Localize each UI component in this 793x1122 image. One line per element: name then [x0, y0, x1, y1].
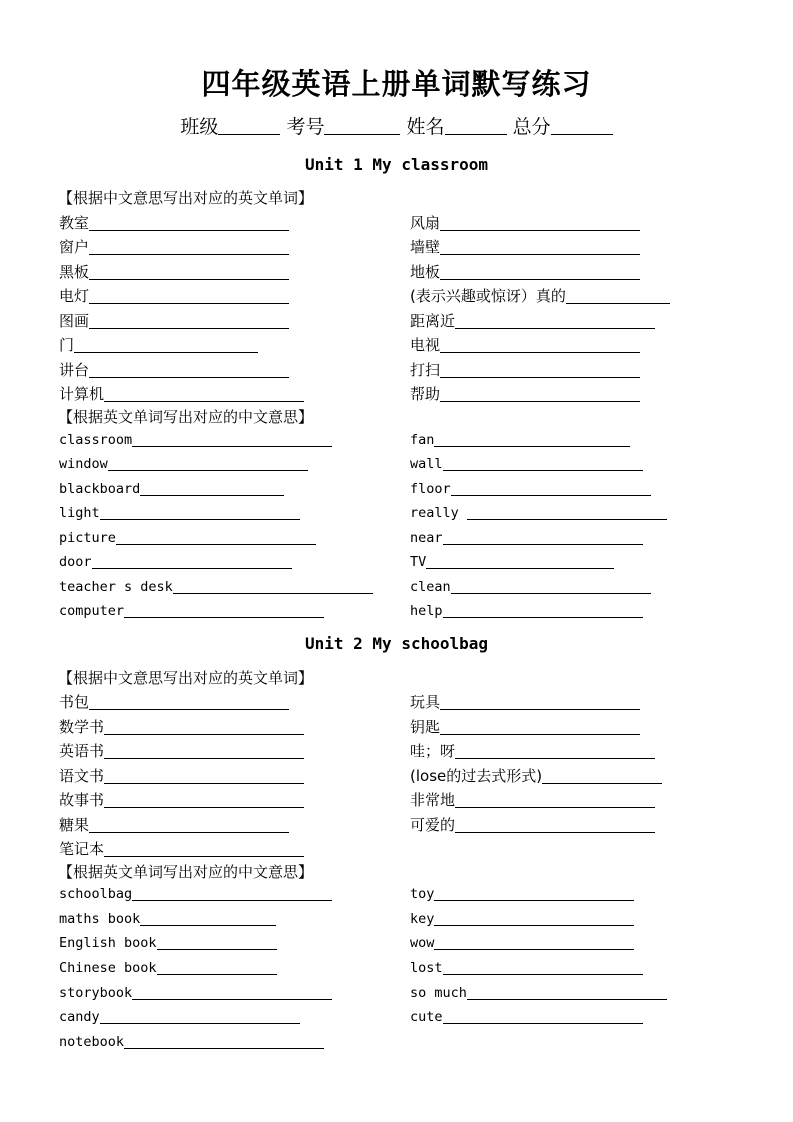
vocab-item: [410, 285, 670, 306]
vocab-prompt: wow: [410, 935, 435, 951]
answer-blank[interactable]: [434, 886, 634, 901]
answer-blank[interactable]: [132, 985, 332, 1000]
answer-blank[interactable]: [124, 1034, 324, 1049]
answer-blank[interactable]: [157, 960, 277, 975]
vocab-item: [59, 456, 308, 472]
vocab-item: [59, 383, 304, 404]
vocab-item: [410, 456, 643, 472]
vocab-prompt: door: [59, 554, 92, 570]
unit-1-title: Unit 1 My classroom: [304, 155, 489, 174]
answer-blank[interactable]: [440, 720, 640, 735]
vocab-item: [410, 814, 655, 835]
vocab-prompt: Chinese book: [59, 960, 157, 976]
vocab-item: [410, 1009, 643, 1025]
vocab-prompt: 故事书: [59, 791, 105, 809]
answer-blank[interactable]: [443, 603, 643, 618]
vocab-item: [410, 691, 640, 712]
answer-blank[interactable]: [443, 530, 643, 545]
vocab-prompt: key: [410, 911, 435, 927]
vocab-item: [410, 212, 640, 233]
vocab-item: [410, 261, 640, 282]
answer-blank[interactable]: [89, 289, 289, 304]
vocab-item: [410, 985, 667, 1001]
answer-blank[interactable]: [116, 530, 316, 545]
vocab-item: [59, 911, 276, 927]
vocab-prompt: help: [410, 603, 443, 619]
vocab-item: [410, 481, 651, 497]
vocab-item: [59, 261, 289, 282]
exam-number-label: 考号: [286, 116, 325, 138]
vocab-prompt: 门: [59, 336, 75, 354]
vocab-item: [410, 359, 640, 380]
answer-blank[interactable]: [434, 935, 634, 950]
vocab-prompt: 风扇: [410, 214, 441, 232]
vocab-prompt: 语文书: [59, 767, 105, 785]
answer-blank[interactable]: [132, 886, 332, 901]
vocab-item: [59, 691, 289, 712]
name-blank: [445, 116, 507, 135]
vocab-prompt: 电灯: [59, 287, 90, 305]
answer-blank[interactable]: [92, 554, 292, 569]
answer-blank[interactable]: [426, 554, 614, 569]
vocab-prompt: 黑板: [59, 263, 90, 281]
answer-blank[interactable]: [140, 481, 284, 496]
vocab-item: [59, 716, 304, 737]
vocab-item: [59, 505, 300, 521]
vocab-item: [59, 1009, 300, 1025]
vocab-prompt: 非常地: [410, 791, 456, 809]
answer-blank[interactable]: [104, 793, 304, 808]
answer-blank[interactable]: [100, 1009, 300, 1024]
vocab-item: [410, 383, 640, 404]
section-header: 【根据英文单词写出对应的中文意思】: [58, 863, 314, 881]
vocab-item: [410, 505, 667, 521]
vocab-prompt: schoolbag: [59, 886, 133, 902]
answer-blank[interactable]: [440, 240, 640, 255]
vocab-prompt: window: [59, 456, 108, 472]
vocab-prompt: cute: [410, 1009, 443, 1025]
vocab-item: [59, 212, 289, 233]
answer-blank[interactable]: [140, 911, 276, 926]
vocab-prompt: near: [410, 530, 443, 546]
vocab-prompt: (表示兴趣或惊讶）真的: [410, 287, 566, 305]
vocab-item: [59, 310, 289, 331]
total-score-blank: [551, 116, 613, 135]
vocab-prompt: notebook: [59, 1034, 125, 1050]
answer-blank[interactable]: [74, 338, 258, 353]
section-header: 【根据中文意思写出对应的英文单词】: [58, 189, 314, 207]
vocab-prompt: clean: [410, 579, 451, 595]
answer-blank[interactable]: [467, 985, 667, 1000]
vocab-prompt: light: [59, 505, 100, 521]
answer-blank[interactable]: [451, 481, 651, 496]
vocab-item: [59, 481, 284, 497]
answer-blank[interactable]: [89, 818, 289, 833]
vocab-prompt: wall: [410, 456, 443, 472]
vocab-prompt: 哇；呀: [410, 742, 456, 760]
answer-blank[interactable]: [132, 432, 332, 447]
answer-blank[interactable]: [434, 432, 630, 447]
unit-2-title: Unit 2 My schoolbag: [304, 634, 489, 653]
vocab-prompt: 英语书: [59, 742, 105, 760]
vocab-prompt: (lose的过去式形式): [410, 767, 543, 785]
vocab-prompt: 地板: [410, 263, 441, 281]
answer-blank[interactable]: [89, 265, 289, 280]
name-label: 姓名: [406, 116, 445, 138]
answer-blank[interactable]: [440, 338, 640, 353]
vocab-item: [410, 334, 640, 355]
vocab-prompt: lost: [410, 960, 443, 976]
vocab-prompt: 打扫: [410, 361, 441, 379]
exam-number-blank: [324, 116, 400, 135]
vocab-prompt: 墙壁: [410, 238, 441, 256]
vocab-prompt: 数学书: [59, 718, 105, 736]
vocab-item: [59, 765, 304, 786]
vocab-item: [59, 789, 304, 810]
vocab-item: [410, 935, 634, 951]
answer-blank[interactable]: [443, 456, 643, 471]
vocab-item: [59, 814, 289, 835]
class-label: 班级: [180, 116, 219, 138]
class-blank: [218, 116, 280, 135]
vocab-prompt: 电视: [410, 336, 441, 354]
vocab-item: [410, 911, 634, 927]
answer-blank[interactable]: [173, 579, 373, 594]
vocab-prompt: computer: [59, 603, 125, 619]
section-header: 【根据中文意思写出对应的英文单词】: [58, 669, 314, 687]
answer-blank[interactable]: [124, 603, 324, 618]
answer-blank[interactable]: [440, 387, 640, 402]
answer-blank[interactable]: [443, 960, 643, 975]
answer-blank[interactable]: [100, 505, 300, 520]
answer-blank[interactable]: [455, 793, 655, 808]
vocab-item: [410, 886, 634, 902]
vocab-item: [59, 960, 277, 976]
answer-blank[interactable]: [455, 818, 655, 833]
vocab-prompt: classroom: [59, 432, 133, 448]
answer-blank[interactable]: [440, 265, 640, 280]
vocab-item: [59, 1034, 324, 1050]
answer-blank[interactable]: [89, 695, 289, 710]
answer-blank[interactable]: [467, 505, 667, 520]
vocab-item: [59, 740, 304, 761]
vocab-prompt: 钥匙: [410, 718, 441, 736]
vocab-item: [410, 530, 643, 546]
answer-blank[interactable]: [157, 935, 277, 950]
page-title: 四年级英语上册单词默写练习: [201, 67, 592, 101]
vocab-prompt: candy: [59, 1009, 100, 1025]
vocab-prompt: maths book: [59, 911, 141, 927]
vocab-item: [410, 603, 643, 619]
student-info-row: [0, 112, 793, 139]
answer-blank[interactable]: [542, 769, 662, 784]
vocab-prompt: 教室: [59, 214, 90, 232]
answer-blank[interactable]: [455, 314, 655, 329]
vocab-prompt: 笔记本: [59, 840, 105, 858]
vocab-item: [59, 603, 324, 619]
vocab-prompt: 可爱的: [410, 816, 456, 834]
answer-blank[interactable]: [108, 456, 308, 471]
vocab-item: [410, 432, 630, 448]
vocab-item: [410, 310, 655, 331]
vocab-prompt: 图画: [59, 312, 90, 330]
answer-blank[interactable]: [89, 314, 289, 329]
vocab-prompt: floor: [410, 481, 451, 497]
vocab-item: [59, 886, 332, 902]
vocab-item: [410, 740, 655, 761]
answer-blank[interactable]: [440, 363, 640, 378]
vocab-prompt: 计算机: [59, 385, 105, 403]
vocab-item: [59, 838, 304, 859]
vocab-prompt: picture: [59, 530, 116, 546]
answer-blank[interactable]: [104, 842, 304, 857]
vocab-item: [59, 236, 289, 257]
answer-blank[interactable]: [89, 216, 289, 231]
vocab-prompt: teacher s desk: [59, 579, 173, 595]
answer-blank[interactable]: [566, 289, 670, 304]
vocab-item: [410, 236, 640, 257]
vocab-item: [59, 935, 277, 951]
answer-blank[interactable]: [443, 1009, 643, 1024]
vocab-item: [410, 554, 614, 570]
answer-blank[interactable]: [440, 216, 640, 231]
vocab-prompt: so much: [410, 985, 467, 1001]
answer-blank[interactable]: [434, 911, 634, 926]
vocab-item: [59, 554, 292, 570]
vocab-item: [59, 285, 289, 306]
answer-blank[interactable]: [451, 579, 651, 594]
vocab-prompt: 窗户: [59, 238, 90, 256]
vocab-item: [410, 716, 640, 737]
vocab-item: [410, 960, 643, 976]
vocab-item: [59, 530, 316, 546]
answer-blank[interactable]: [104, 720, 304, 735]
answer-blank[interactable]: [440, 695, 640, 710]
vocab-prompt: TV: [410, 554, 427, 570]
vocab-prompt: 帮助: [410, 385, 441, 403]
vocab-prompt: 玩具: [410, 693, 441, 711]
vocab-item: [410, 789, 655, 810]
vocab-prompt: toy: [410, 886, 435, 902]
vocab-prompt: 糖果: [59, 816, 90, 834]
vocab-item: [410, 765, 662, 786]
vocab-item: [410, 579, 651, 595]
section-header: 【根据英文单词写出对应的中文意思】: [58, 408, 314, 426]
answer-blank[interactable]: [104, 387, 304, 402]
vocab-item: [59, 334, 258, 355]
vocab-prompt: fan: [410, 432, 435, 448]
vocab-item: [59, 432, 332, 448]
vocab-prompt: really: [410, 505, 467, 521]
vocab-item: [59, 359, 289, 380]
vocab-prompt: 书包: [59, 693, 90, 711]
vocab-prompt: 讲台: [59, 361, 90, 379]
total-score-label: 总分: [512, 116, 551, 138]
vocab-prompt: 距离近: [410, 312, 456, 330]
answer-blank[interactable]: [104, 744, 304, 759]
answer-blank[interactable]: [89, 363, 289, 378]
vocab-prompt: English book: [59, 935, 157, 951]
answer-blank[interactable]: [89, 240, 289, 255]
vocab-item: [59, 985, 332, 1001]
vocab-item: [59, 579, 373, 595]
vocab-prompt: storybook: [59, 985, 133, 1001]
answer-blank[interactable]: [455, 744, 655, 759]
vocab-prompt: blackboard: [59, 481, 141, 497]
answer-blank[interactable]: [104, 769, 304, 784]
